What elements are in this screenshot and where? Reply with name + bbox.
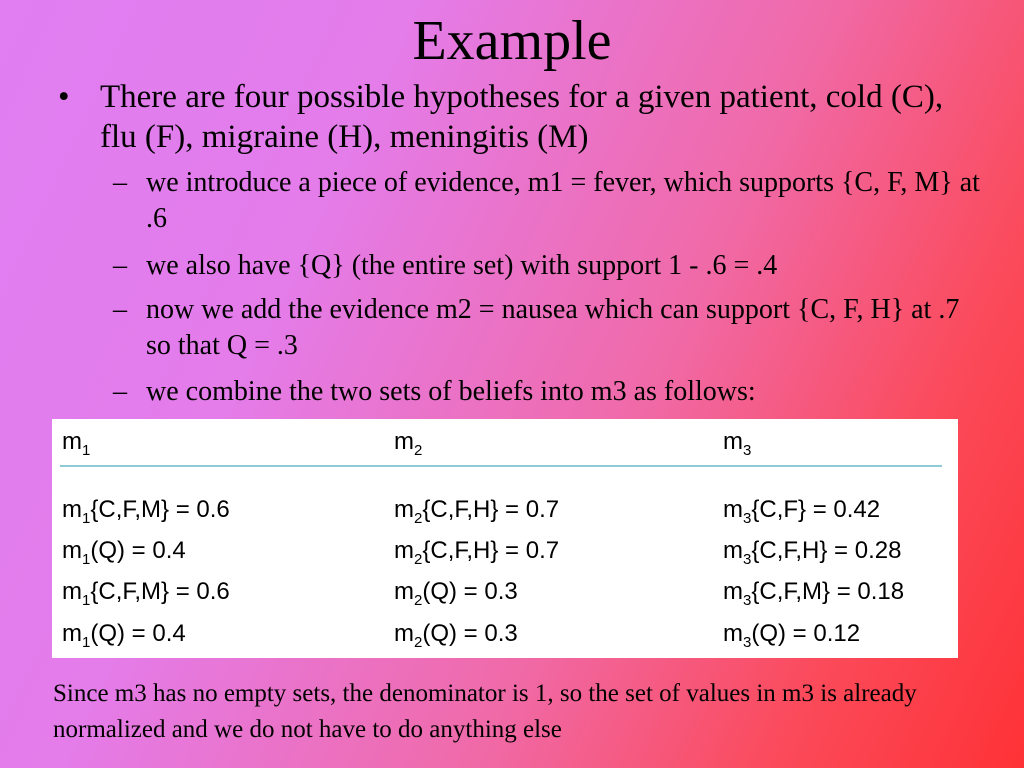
table-cell: $m_1\{C,F,M\} = 0.6$: [62, 496, 230, 527]
table-cell: $m_2(Q) = 0.3$: [394, 620, 518, 651]
table-cell: $m_3\{C,F\} = 0.42$: [723, 496, 881, 527]
subpoint-4: we combine the two sets of beliefs into m3 as follows:: [146, 376, 756, 407]
subpoint-dash: –: [113, 167, 127, 198]
table-header-m2: $m_2$: [394, 428, 423, 459]
subpoint-3: now we add the evidence m2 = nausea which can support {C, F, H} at .7 so that Q = .3: [146, 294, 960, 361]
table-cell: $m_2(Q) = 0.3$: [394, 578, 518, 609]
subpoint-2: we also have {Q} (the entire set) with support 1 - .6 = .4: [146, 250, 778, 281]
bullet-marker: •: [58, 79, 70, 115]
table-cell: $m_3\{C,F,H\} = 0.28$: [723, 537, 902, 568]
subpoint-dash: –: [113, 376, 127, 407]
slide-title: Example: [412, 10, 612, 72]
main-bullet: There are four possible hypotheses for a given patient, cold (C), flu (F), migraine (H), meningitis (M): [100, 79, 944, 155]
subpoint-dash: –: [113, 250, 127, 281]
table-cell: $m_1(Q) = 0.4$: [62, 537, 186, 568]
subpoint-dash: –: [113, 294, 127, 325]
table-divider: [60, 465, 942, 467]
table-cell: $m_3(Q) = 0.12$: [723, 620, 861, 651]
table-cell: $m_3\{C,F,M\} = 0.18$: [723, 578, 905, 609]
table-cell: $m_1\{C,F,M\} = 0.6$: [62, 578, 230, 609]
table-cell: $m_2\{C,F,H\} = 0.7$: [394, 496, 560, 527]
table-cell: $m_2\{C,F,H\} = 0.7$: [394, 537, 560, 568]
footer-note: Since m3 has no empty sets, the denominator is 1, so the set of values in m3 is already normalized and we do not have to do anything else: [53, 680, 917, 743]
table-header-m1: $m_1$: [62, 428, 91, 459]
table-header-m3: $m_3$: [723, 428, 752, 459]
belief-table: [52, 419, 958, 658]
subpoint-1: we introduce a piece of evidence, m1 = fever, which supports {C, F, M} at .6: [146, 167, 980, 234]
table-cell: $m_1(Q) = 0.4$: [62, 620, 186, 651]
